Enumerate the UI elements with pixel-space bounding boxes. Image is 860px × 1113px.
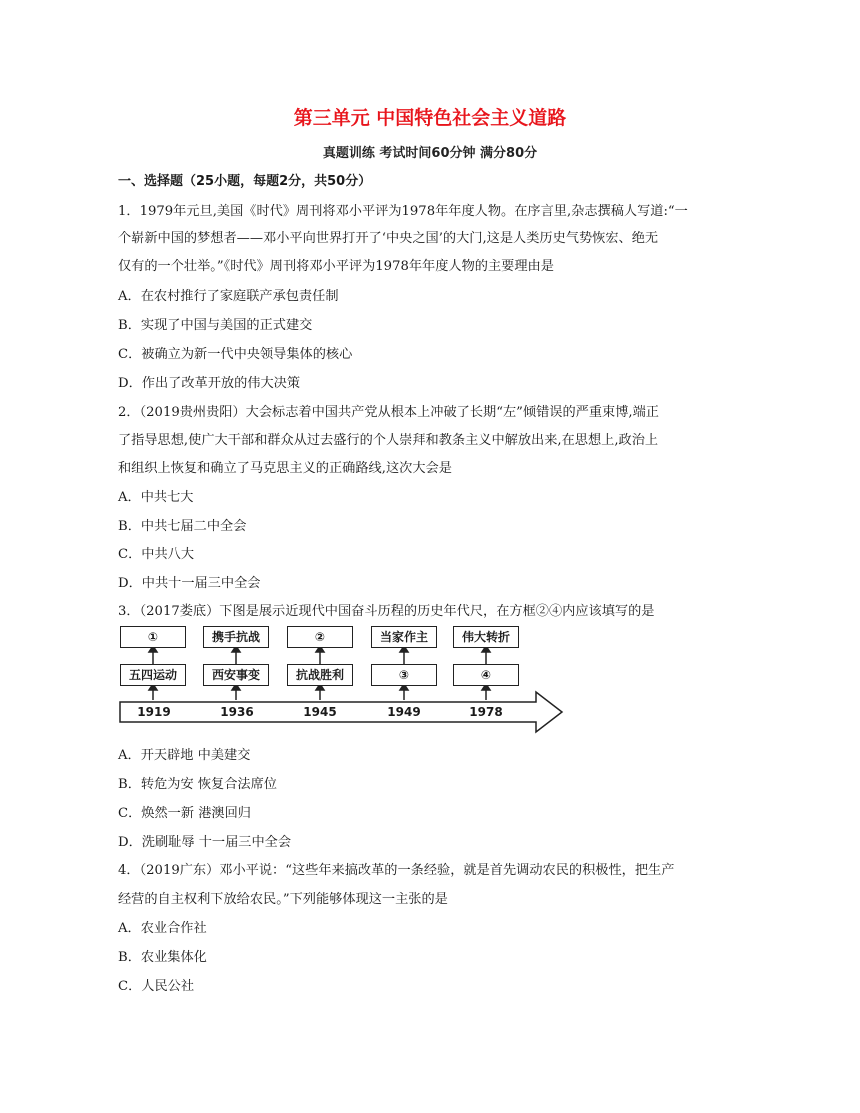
q4-option-a: A．农业合作社 [118,921,207,936]
q2-option-d: D．中共十一届三中全会 [118,576,261,591]
q1-option-a: A．在农村推行了家庭联产承包责任制 [118,289,339,304]
q4-line: 4．（2019广东）邓小平说：“这些年来搞改革的一条经验，就是首先调动农民的积极性，把生产 [118,863,675,878]
q2-option-c: C．中共八大 [118,547,195,562]
q3-line: 3．（2017娄底）下图是展示近现代中国奋斗历程的历史年代尺，在方框②④内应该填写的是 [118,604,655,619]
timeline-box-bottom: 西安事变 [203,664,269,686]
q1-line: 1．1979年元旦,美国《时代》周刊将邓小平评为1978年年度人物。在序言里,杂志撰稿人写道:“一 [118,204,688,219]
timeline-box-bottom: 五四运动 [120,664,186,686]
q4-option-b: B．农业集体化 [118,950,207,965]
section-heading: 一、选择题（25小题，每题2分，共50分） [118,174,372,189]
q2-line: 了指导思想,使广大干部和群众从过去盛行的个人崇拜和教条主义中解放出来,在思想上,政治上 [118,433,659,448]
q3-option-c: C．焕然一新 港澳回归 [118,806,251,821]
timeline-year: 1919 [137,705,171,719]
timeline-box-bottom: ③ [371,664,437,686]
q2-line: 和组织上恢复和确立了马克思主义的正确路线,这次大会是 [118,461,452,476]
q2-line: 2．（2019贵州贵阳）大会标志着中国共产党从根本上冲破了长期“左”倾错误的严重束博,端正 [118,405,659,420]
page-subtitle: 真题训练 考试时间60分钟 满分80分 [322,146,538,161]
timeline-year: 1936 [220,705,254,719]
q2-option-a: A．中共七大 [118,490,194,505]
timeline-year: 1978 [469,705,503,719]
q3-option-b: B．转危为安 恢复合法席位 [118,777,277,792]
timeline-year: 1945 [303,705,337,719]
q1-line: 个崭新中国的梦想者——邓小平向世界打开了‘中央之国’的大门,这是人类历史气势恢宏、绝无 [118,231,659,246]
q1-option-c: C．被确立为新一代中央领导集体的核心 [118,347,353,362]
timeline-year: 1949 [387,705,421,719]
q4-line: 经营的自主权利下放给农民。”下列能够体现这一主张的是 [118,892,448,907]
timeline-box-top: ② [287,626,353,648]
timeline-box-top: 当家作主 [371,626,437,648]
q3-option-a: A．开天辟地 中美建交 [118,748,251,763]
q2-option-b: B．中共七届二中全会 [118,519,247,534]
q1-option-d: D．作出了改革开放的伟大决策 [118,376,301,391]
timeline-box-bottom: ④ [453,664,519,686]
page-title: 第三单元 中国特色社会主义道路 [293,107,567,129]
timeline-box-top: 携手抗战 [203,626,269,648]
q1-option-b: B．实现了中国与美国的正式建交 [118,318,313,333]
q3-option-d: D．洗刷耻辱 十一届三中全会 [118,835,292,850]
timeline-box-top: 伟大转折 [453,626,519,648]
q1-line: 仅有的一个壮举。”《时代》周刊将邓小平评为1978年年度人物的主要理由是 [118,259,554,274]
q4-option-c: C．人民公社 [118,979,195,994]
timeline-box-bottom: 抗战胜利 [287,664,353,686]
timeline-box-top: ① [120,626,186,648]
